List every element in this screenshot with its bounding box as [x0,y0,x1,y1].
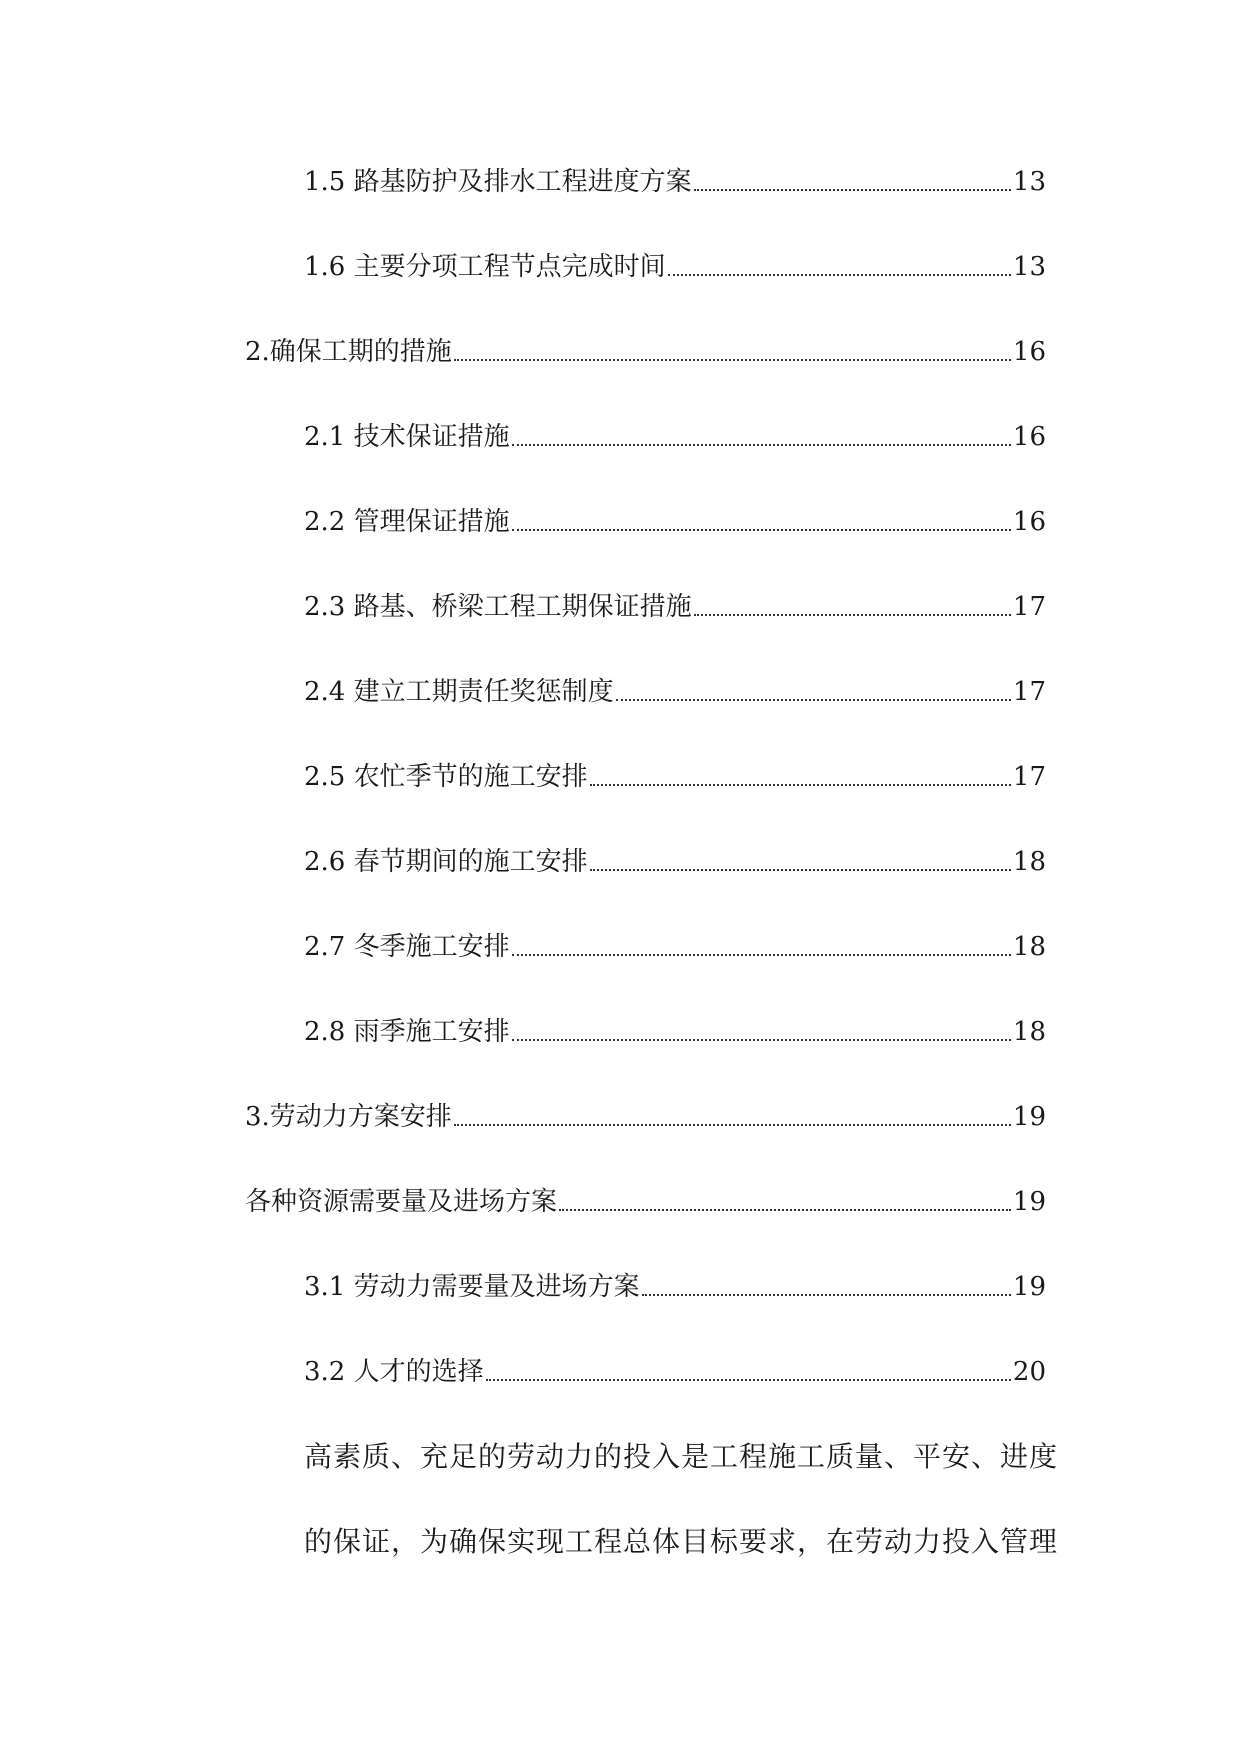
toc-dot-leader [454,359,1011,361]
toc-dot-leader [590,869,1011,871]
toc-entry-page: 18 [1012,1017,1046,1047]
toc-entry[interactable] [245,1182,1046,1222]
toc-dot-leader [486,1379,1011,1381]
toc-entry-page: 13 [1012,167,1046,197]
toc-entry-title: 2.4 建立工期责任奖惩制度 [304,677,614,707]
toc-dot-leader [694,189,1011,191]
toc-entry[interactable] [304,1352,1046,1392]
toc-entry-title: 2.7 冬季施工安排 [304,932,510,962]
toc-dot-leader [512,529,1011,531]
body-paragraph-line: 高素质、充足的劳动力的投入是工程施工质量、平安、进度 [304,1440,1059,1473]
toc-dot-leader [512,444,1011,446]
toc-entry-title: 1.6 主要分项工程节点完成时间 [304,252,666,282]
toc-entry[interactable] [304,417,1046,457]
toc-entry-title: 2.5 农忙季节的施工安排 [304,762,588,792]
toc-dot-leader [668,274,1011,276]
toc-entry-page: 19 [1012,1102,1046,1132]
toc-entry-page: 19 [1012,1272,1046,1302]
toc-entry[interactable] [304,842,1046,882]
toc-entry-page: 18 [1012,847,1046,877]
toc-dot-leader [616,699,1011,701]
toc-entry[interactable] [245,332,1046,372]
toc-entry-title: 2.2 管理保证措施 [304,507,510,537]
toc-entry[interactable] [304,502,1046,542]
toc-dot-leader [694,614,1011,616]
toc-dot-leader [642,1294,1011,1296]
toc-entry-title: 3.2 人才的选择 [304,1357,484,1387]
toc-entry[interactable] [304,1012,1046,1052]
toc-entry-page: 18 [1012,932,1046,962]
toc-entry[interactable] [304,757,1046,797]
toc-dot-leader [559,1209,1011,1211]
toc-entry[interactable] [304,927,1046,967]
toc-dot-leader [590,784,1011,786]
toc-entry-page: 16 [1012,422,1046,452]
toc-entry-page: 20 [1012,1357,1046,1387]
toc-dot-leader [512,954,1011,956]
toc-entry[interactable] [304,247,1046,287]
toc-entry-page: 17 [1012,677,1046,707]
toc-entry-page: 17 [1012,762,1046,792]
toc-entry-title: 2.8 雨季施工安排 [304,1017,510,1047]
body-paragraph-line: 的保证，为确保实现工程总体目标要求，在劳动力投入管理 [304,1525,1059,1558]
toc-entry-title: 2.1 技术保证措施 [304,422,510,452]
toc-entry-page: 16 [1012,507,1046,537]
toc-entry-title: 2.确保工期的措施 [245,337,452,367]
toc-entry-page: 16 [1012,337,1046,367]
toc-entry-page: 19 [1012,1187,1046,1217]
toc-entry[interactable] [304,672,1046,712]
toc-entry-title: 3.劳动力方案安排 [245,1102,452,1132]
toc-dot-leader [454,1124,1011,1126]
toc-entry-title: 1.5 路基防护及排水工程进度方案 [304,167,692,197]
toc-dot-leader [512,1039,1011,1041]
toc-entry-page: 17 [1012,592,1046,622]
toc-entry-title: 各种资源需要量及进场方案 [245,1187,558,1217]
toc-entry-title: 2.6 春节期间的施工安排 [304,847,588,877]
toc-entry-page: 13 [1012,252,1046,282]
toc-entry[interactable] [245,1097,1046,1137]
toc-entry[interactable] [304,162,1046,202]
toc-entry[interactable] [304,587,1046,627]
toc-entry-title: 2.3 路基、桥梁工程工期保证措施 [304,592,692,622]
toc-entry[interactable] [304,1267,1046,1307]
toc-entry-title: 3.1 劳动力需要量及进场方案 [304,1272,640,1302]
